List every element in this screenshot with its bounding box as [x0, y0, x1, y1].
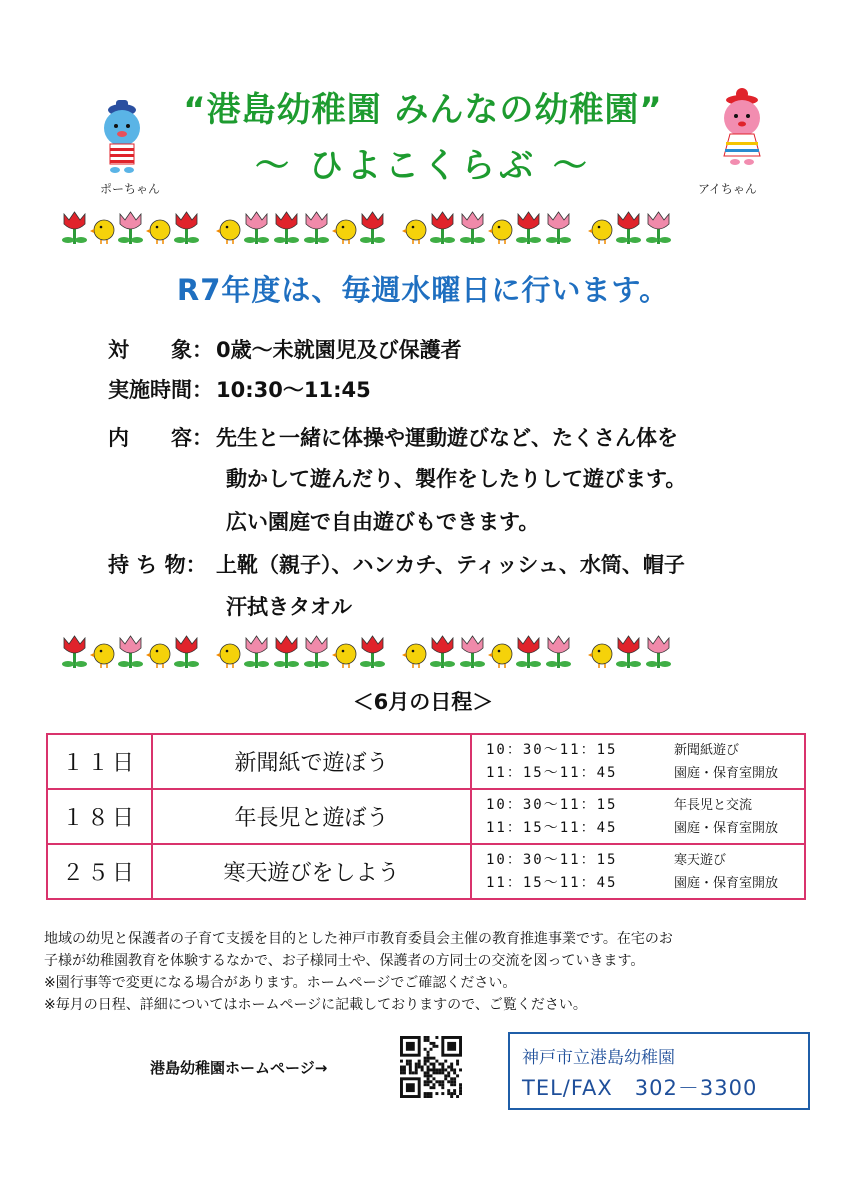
info-target-label: 対 象：	[108, 338, 213, 362]
schedule-activity: 新聞紙で遊ぼう	[152, 734, 471, 789]
tulip-chick-decoration-bottom	[60, 630, 790, 672]
tulip-icon	[546, 636, 571, 668]
tulip-icon	[360, 636, 385, 668]
club-name: ～ ひよこくらぶ ～	[255, 146, 591, 186]
tulip-icon	[646, 636, 671, 668]
info-time-value: 10:30～11:45	[216, 378, 371, 402]
schedule-title: ＜6月の日程＞	[352, 690, 494, 714]
contact-name: 神戸市立港島幼稚園	[522, 1048, 675, 1068]
info-target	[108, 334, 462, 364]
info-content-line2: 動かして遊んだり、製作をしたりして遊びます。	[226, 467, 687, 491]
note-line-3: ※園行事等で変更になる場合があります。ホームページでご確認ください。	[44, 975, 517, 991]
ai-chan-mascot-icon	[712, 86, 772, 170]
tulip-icon	[118, 636, 143, 668]
tulip-icon	[174, 636, 199, 668]
chick-icon	[402, 220, 426, 244]
chick-icon	[146, 220, 170, 244]
tulip-icon	[430, 212, 455, 244]
tulip-icon	[460, 212, 485, 244]
homepage-label: 港島幼稚園ホームページ→	[150, 1059, 328, 1077]
note-line-2: 子様が幼稚園教育を体験するなかで、お子様同士や、保護者の方同士の交流を図っていきます。	[44, 953, 645, 969]
tulip-icon	[244, 636, 269, 668]
schedule-times	[471, 789, 805, 844]
schedule-day: １１日	[47, 734, 152, 789]
schedule-time: 10：30～11：15	[486, 796, 618, 813]
contact-box	[508, 1032, 810, 1110]
info-time-label: 実施時間：	[108, 378, 213, 402]
table-row	[47, 789, 805, 844]
tulip-icon	[174, 212, 199, 244]
info-items-label: 持 ち 物：	[108, 553, 207, 577]
tulip-icon	[118, 212, 143, 244]
tulip-icon	[304, 212, 329, 244]
weekly-schedule-headline: R7年度は、毎週水曜日に行います。	[176, 273, 670, 307]
chick-icon	[332, 644, 356, 668]
schedule-table	[46, 733, 806, 900]
chick-icon	[216, 220, 240, 244]
tulip-icon	[274, 636, 299, 668]
tulip-icon	[274, 212, 299, 244]
info-content-label: 内 容：	[108, 426, 213, 450]
qr-code-icon[interactable]	[400, 1036, 462, 1098]
tulip-icon	[646, 212, 671, 244]
tulip-icon	[516, 636, 541, 668]
tulip-icon	[546, 212, 571, 244]
schedule-times	[471, 734, 805, 789]
schedule-activity: 年長児と遊ぼう	[152, 789, 471, 844]
tulip-icon	[360, 212, 385, 244]
tulip-icon	[430, 636, 455, 668]
info-time	[108, 374, 371, 404]
chick-icon	[402, 644, 426, 668]
character-label-left: ポーちゃん	[100, 182, 161, 196]
po-chan-mascot-icon	[92, 96, 152, 176]
schedule-times	[471, 844, 805, 899]
chick-icon	[332, 220, 356, 244]
table-row	[47, 844, 805, 899]
contact-tel: TEL/FAX 302－3300	[522, 1076, 758, 1100]
schedule-time-desc: 寒天遊び	[674, 852, 727, 868]
tulip-icon	[460, 636, 485, 668]
info-target-value: 0歳～未就園児及び保護者	[216, 338, 462, 362]
info-items	[108, 549, 685, 579]
chick-icon	[90, 644, 114, 668]
tulip-icon	[62, 212, 87, 244]
tulip-icon	[516, 212, 541, 244]
note-line-1: 地域の幼児と保護者の子育て支援を目的とした神戸市教育委員会主催の教育推進事業です。在宅のお	[44, 931, 673, 947]
tulip-icon	[62, 636, 87, 668]
schedule-time: 11：15～11：45	[486, 819, 618, 836]
schedule-day: ２５日	[47, 844, 152, 899]
info-content-line3: 広い園庭で自由遊びもできます。	[226, 510, 540, 534]
chick-icon	[588, 220, 612, 244]
schedule-time: 11：15～11：45	[486, 874, 618, 891]
info-content-line1: 先生と一緒に体操や運動遊びなど、たくさん体を	[216, 426, 678, 450]
schedule-time-desc: 園庭・保育室開放	[674, 820, 779, 836]
schedule-time: 10：30～11：15	[486, 851, 618, 868]
schedule-day: １８日	[47, 789, 152, 844]
character-label-right: アイちゃん	[698, 182, 757, 196]
chick-icon	[90, 220, 114, 244]
info-items-line2: 汗拭きタオル	[226, 595, 352, 619]
tulip-icon	[304, 636, 329, 668]
schedule-time-desc: 園庭・保育室開放	[674, 875, 779, 891]
page-title: “港島幼稚園 みんなの幼稚園”	[183, 90, 663, 130]
schedule-time: 10：30～11：15	[486, 741, 618, 758]
chick-icon	[488, 220, 512, 244]
schedule-time-desc: 年長児と交流	[674, 797, 753, 813]
table-row	[47, 734, 805, 789]
schedule-activity: 寒天遊びをしよう	[152, 844, 471, 899]
schedule-time: 11：15～11：45	[486, 764, 618, 781]
chick-icon	[588, 644, 612, 668]
note-line-4: ※毎月の日程、詳細についてはホームページに記載しておりますので、ご覧ください。	[44, 997, 587, 1013]
tulip-chick-decoration-top	[60, 206, 790, 248]
info-content	[108, 422, 678, 452]
tulip-icon	[244, 212, 269, 244]
schedule-time-desc: 新聞紙遊び	[674, 742, 740, 758]
info-items-line1: 上靴（親子）、ハンカチ、ティッシュ、水筒、帽子	[216, 553, 685, 577]
chick-icon	[488, 644, 512, 668]
tulip-icon	[616, 212, 641, 244]
chick-icon	[216, 644, 240, 668]
chick-icon	[146, 644, 170, 668]
schedule-time-desc: 園庭・保育室開放	[674, 765, 779, 781]
tulip-icon	[616, 636, 641, 668]
